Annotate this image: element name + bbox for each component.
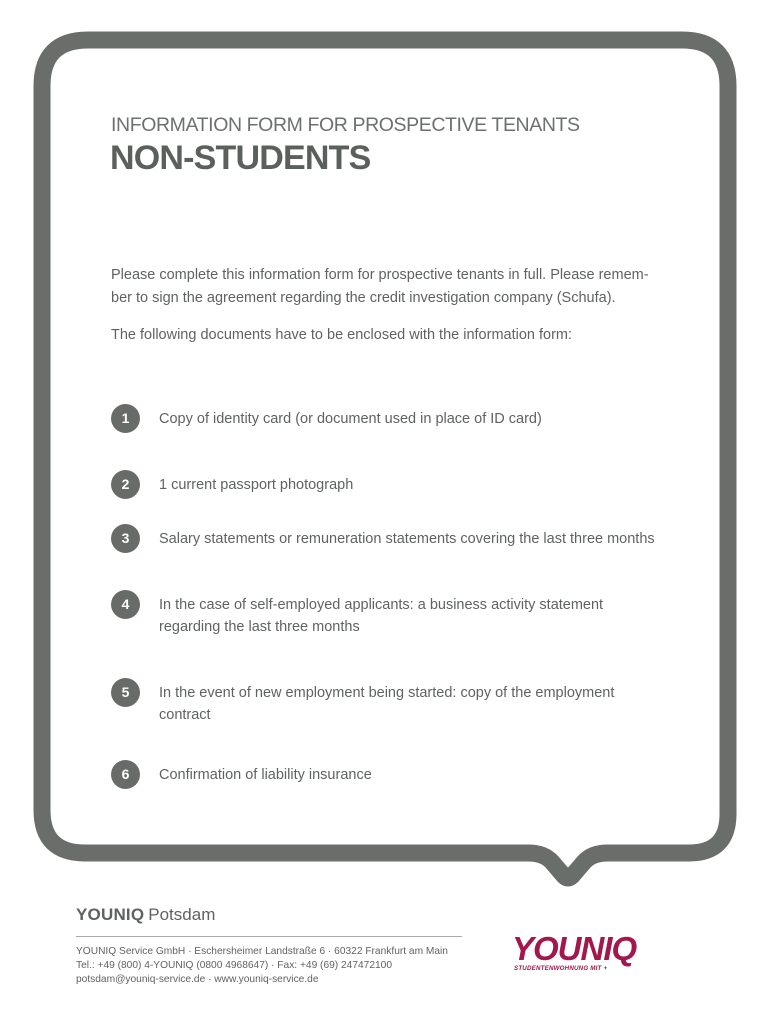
logo-tagline: STUDENTENWOHNUNG MIT + [514, 965, 608, 972]
youniq-logo [512, 932, 652, 976]
footer-brand [76, 905, 215, 925]
document-text: In the event of new employment being started: copy of the employment contract [159, 685, 615, 723]
document-text: Confirmation of liability insurance [159, 767, 372, 783]
document-number-badge: 1 [111, 404, 140, 433]
footer-contact-block [76, 945, 448, 987]
document-number-badge: 6 [111, 760, 140, 789]
document-number-badge: 4 [111, 590, 140, 619]
document-number-badge: 2 [111, 470, 140, 499]
form-title: NON-STUDENTS [110, 139, 371, 177]
documents-lead: The following documents have to be enclosed with the information form: [111, 327, 573, 343]
logo-wordmark: YOUNIQ [512, 930, 637, 967]
document-number-badge: 5 [111, 678, 140, 707]
document-text: In the case of self-employed applicants: a business activity statement regarding the last three months [159, 597, 604, 635]
intro-paragraph [111, 264, 671, 310]
document-text: Salary statements or remuneration statements covering the last three months [159, 531, 655, 547]
footer-address: YOUNIQ Service GmbH · Eschersheimer Landstraße 6 · 60322 Frankfurt am Main [76, 946, 448, 957]
document-number-badge: 3 [111, 524, 140, 553]
footer-phone: Tel.: +49 (800) 4-YOUNIQ (0800 4968647) · Fax: +49 (69) 247472100 [76, 960, 393, 971]
intro-line-2: ber to sign the agreement regarding the credit investigation company (Schufa). [111, 290, 616, 306]
document-text: 1 current passport photograph [159, 477, 354, 493]
footer-brand-name: YOUNIQ [76, 905, 145, 924]
document-text: Copy of identity card (or document used in place of ID card) [159, 411, 542, 427]
form-subtitle: INFORMATION FORM FOR PROSPECTIVE TENANTS [111, 114, 580, 136]
footer-divider [76, 936, 462, 937]
footer-brand-city: Potsdam [148, 905, 216, 924]
intro-line-1: Please complete this information form for prospective tenants in full. Please remem- [111, 267, 649, 283]
footer-email-web: potsdam@youniq-service.de · www.youniq-service.de [76, 974, 319, 985]
